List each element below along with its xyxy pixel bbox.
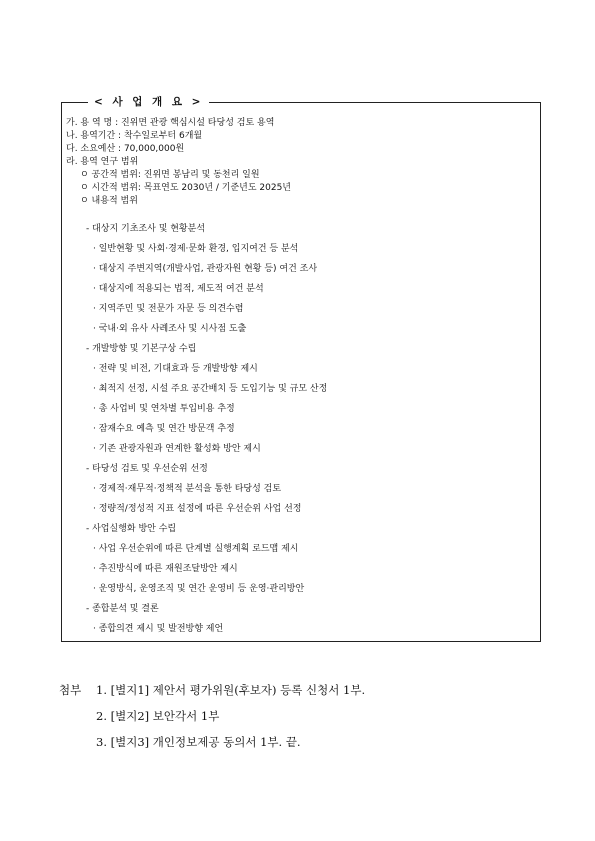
list-item: · 잠재수요 예측 및 연간 방문객 추정 [93, 424, 235, 434]
scope-content: ㅇ 내용적 범위 [80, 196, 138, 206]
list-item: · 추진방식에 따른 재원조달방안 제시 [93, 564, 238, 574]
project-period-line: 나. 용역기간 : 착수일로부터 6개월 [66, 131, 203, 141]
list-item: · 대상지 주변지역(개발사업, 관광자원 현황 등) 여건 조사 [93, 264, 318, 274]
overview-title: < 사 업 개 요 > [88, 94, 209, 109]
list-item: · 경제적·재무적·정책적 분석을 통한 타당성 검토 [93, 484, 282, 494]
list-item: · 전략 및 비전, 기대효과 등 개발방향 제시 [93, 364, 258, 374]
section-implementation: - 사업실행화 방안 수립 [86, 524, 177, 534]
scope-temporal: ㅇ 시간적 범위: 목표연도 2030년 / 기준년도 2025년 [80, 183, 292, 193]
attachment-item: 1. [별지1] 제안서 평가위원(후보자) 등록 신청서 1부. [96, 683, 366, 697]
attachments-label: 첨부 [59, 683, 82, 697]
section-site-survey: - 대상지 기초조사 및 현황분석 [86, 224, 206, 234]
section-feasibility: - 타당성 검토 및 우선순위 선정 [86, 464, 208, 474]
project-scope-line: 라. 용역 연구 범위 [66, 157, 139, 167]
list-item: · 종합의견 제시 및 발전방향 제언 [93, 624, 224, 634]
scope-spatial: ㅇ 공간적 범위: 진위면 봉남리 및 동천리 일원 [80, 170, 260, 180]
list-item: · 기존 관광자원과 연계한 활성화 방안 제시 [93, 444, 261, 454]
list-item: · 정량적/정성적 지표 설정에 따른 우선순위 사업 선정 [93, 504, 302, 514]
list-item: · 국내·외 유사 사례조사 및 시사점 도출 [93, 324, 247, 334]
list-item: · 최적지 선정, 시설 주요 공간배치 등 도입기능 및 규모 산정 [93, 384, 328, 394]
list-item: · 일반현황 및 사회·경제·문화 환경, 입지여건 등 분석 [93, 244, 299, 254]
list-item: · 지역주민 및 전문가 자문 등 의견수렴 [93, 304, 244, 314]
list-item: · 사업 우선순위에 따른 단계별 실행계획 로드맵 제시 [93, 544, 299, 554]
section-conclusion: - 종합분석 및 결론 [86, 604, 159, 614]
attachment-item: 3. [별지3] 개인정보제공 동의서 1부. 끝. [96, 735, 301, 749]
list-item: · 총 사업비 및 연차별 투입비용 추정 [93, 404, 235, 414]
attachment-item: 2. [별지2] 보안각서 1부 [96, 709, 220, 723]
project-name-line: 가. 용 역 명 : 진위면 관광 핵심시설 타당성 검토 용역 [66, 118, 275, 128]
project-budget-line: 다. 소요예산 : 70,000,000원 [66, 144, 185, 154]
list-item: · 운영방식, 운영조직 및 연간 운영비 등 운영·관리방안 [93, 584, 305, 594]
section-development: - 개발방향 및 기본구상 수립 [86, 344, 197, 354]
list-item: · 대상지에 적용되는 법적, 제도적 여건 분석 [93, 284, 264, 294]
